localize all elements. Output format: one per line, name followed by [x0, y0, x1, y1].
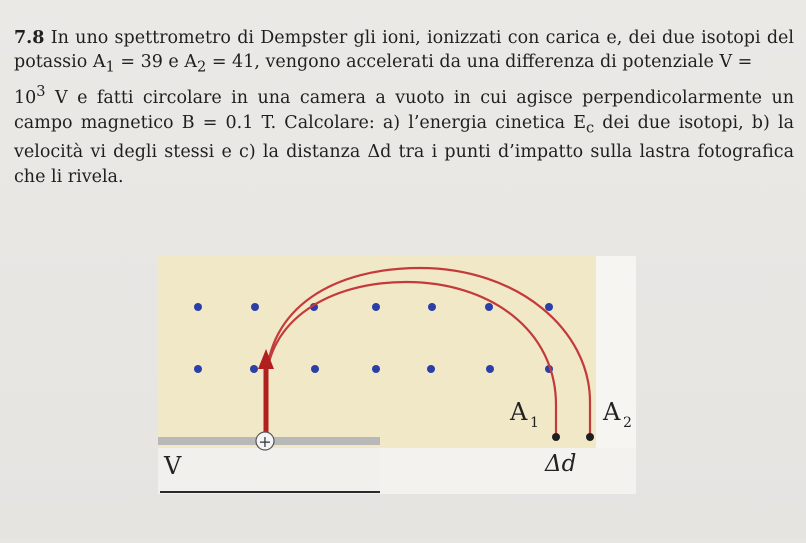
A2-subscript: 2 — [623, 415, 632, 431]
field-dot — [428, 303, 436, 311]
A1-label: A — [510, 398, 528, 426]
field-dot — [251, 303, 259, 311]
field-dot — [372, 365, 380, 373]
field-dot — [194, 365, 202, 373]
field-dot — [545, 303, 553, 311]
field-dot — [250, 365, 258, 373]
impact-point-A1 — [552, 433, 560, 441]
delta-d-label: Δd — [545, 451, 577, 477]
plus-sign: + — [258, 432, 272, 451]
field-dot — [427, 365, 435, 373]
field-dot — [372, 303, 380, 311]
A2-label: A — [603, 398, 621, 426]
problem-number: 7.8 — [14, 28, 45, 48]
problem-text: 7.8 In uno spettrometro di Dempster gli ioni, ionizzati con carica e, dei due isotopi del potassio $A_1 = 39$ e $A_2 = 41$, vengono accelerati da una differenza di potenziale V = $10^3$ V e fatti circolare in una camera a vuoto in cui agisce perpendicolarmente un campo magnetico B = 0.1 T. Calcolare: a) l’energia cinetica $E_c$ dei due isotopi, b) la velocità vi degli stessi e c) la distanza Δd tra i punti d’impatto sulla lastra fotografica che li rivela. — [14, 28, 794, 187]
impact-point-A2 — [586, 433, 594, 441]
A1-subscript: 1 — [530, 415, 539, 431]
plate-lower-area — [380, 448, 636, 494]
field-dot — [485, 303, 493, 311]
field-dot — [311, 365, 319, 373]
field-dot — [486, 365, 494, 373]
potential-label: V — [164, 452, 182, 480]
field-dot — [194, 303, 202, 311]
